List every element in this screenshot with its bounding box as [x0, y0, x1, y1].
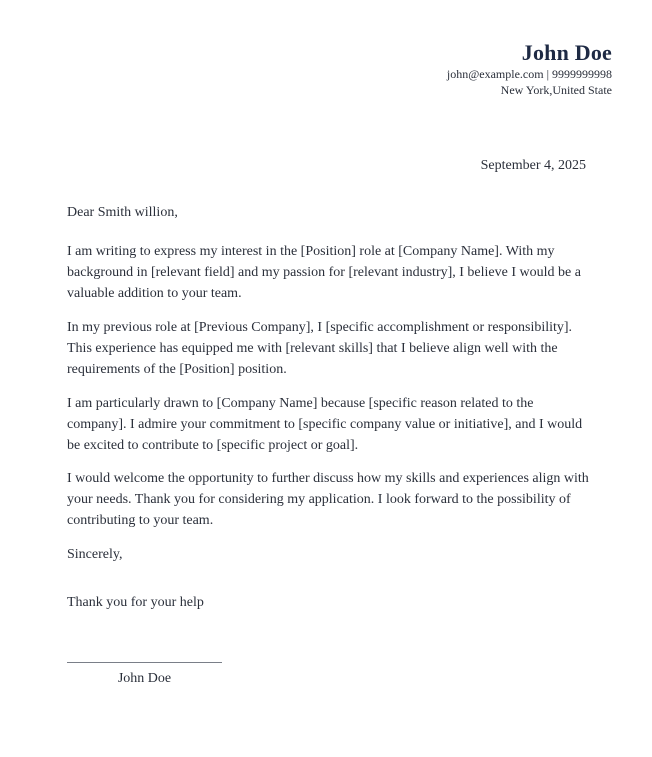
paragraph: I am writing to express my interest in the [Position] role at [Company Name]. With my background in [relevant field] and my passion for [relevant industry], I believe I would be a valuable addition to your team. [67, 244, 581, 301]
contact-separator: | [546, 67, 549, 81]
sender-name: John Doe [521, 40, 612, 65]
sender-phone: 9999999998 [552, 67, 612, 81]
letter-date: September 4, 2025 [480, 158, 586, 173]
contact-line [447, 66, 612, 82]
paragraph: In my previous role at [Previous Company], I [specific accomplishment or responsibility]. This experience has equipped me with [relevant skills] that I believe align well with the requirements of the [Position] position. [67, 320, 573, 377]
signature-name: John Doe [117, 671, 172, 686]
sender-email: john@example.com [446, 67, 544, 81]
signature-line [67, 662, 222, 663]
letter-header [447, 40, 612, 98]
sender-location: New York,United State [500, 83, 612, 97]
salutation: Dear Smith willion, [67, 205, 178, 220]
postscript: Thank you for your help [67, 595, 204, 610]
paragraph: I am particularly drawn to [Company Name] because [specific reason related to the company]. I admire your commitment to [specific company value or initiative], and I would be excited to contribute to [specific project or goal]. [67, 396, 583, 453]
closing: Sincerely, [67, 547, 123, 562]
paragraph: I would welcome the opportunity to further discuss how my skills and experiences align with your needs. Thank you for considering my application. I look forward to the possibility of contributing to your team. [67, 471, 589, 528]
